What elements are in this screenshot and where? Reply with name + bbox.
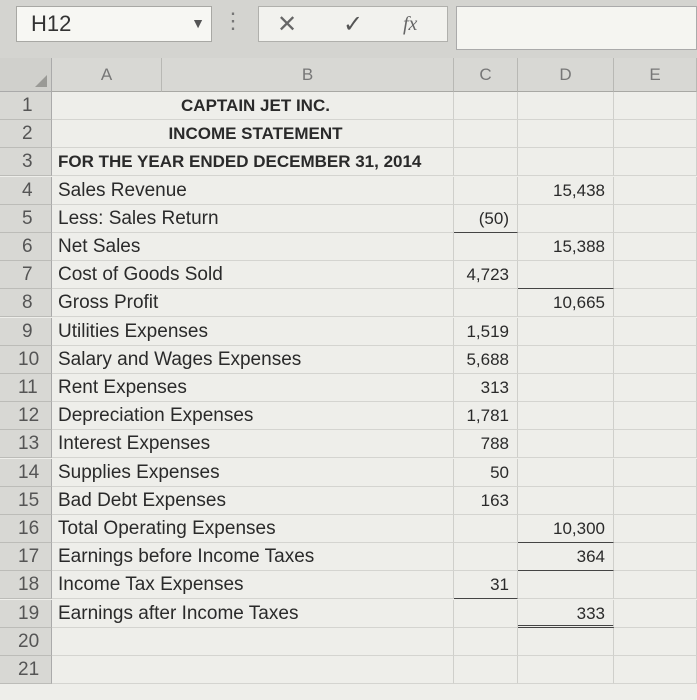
column-header-a[interactable]: A	[52, 58, 162, 92]
cell-b[interactable]: Total Operating Expenses	[52, 515, 454, 543]
cell-e[interactable]	[614, 120, 697, 148]
cell-c[interactable]: 5,688	[454, 346, 518, 374]
table-row	[0, 571, 697, 599]
cell-c[interactable]: 31	[454, 571, 518, 599]
cell-e[interactable]	[614, 346, 697, 374]
cell-b[interactable]: Less: Sales Return	[52, 205, 454, 233]
table-row	[0, 459, 697, 487]
row-header[interactable]: 19	[0, 600, 52, 628]
row-header[interactable]: 18	[0, 571, 52, 599]
table-row	[0, 148, 697, 176]
cell-b[interactable]	[52, 628, 454, 656]
cell-b[interactable]: Income Tax Expenses	[52, 571, 454, 599]
cell-c[interactable]: 1,519	[454, 318, 518, 346]
table-row	[0, 487, 697, 515]
cell-b[interactable]: Gross Profit	[52, 289, 454, 317]
row-header[interactable]: 8	[0, 289, 52, 317]
cell-c[interactable]	[454, 656, 518, 684]
cell-d[interactable]: 15,388	[518, 233, 614, 261]
cell-c[interactable]	[454, 543, 518, 571]
cell-d[interactable]	[518, 205, 614, 233]
row-header[interactable]: 16	[0, 515, 52, 543]
row-header[interactable]: 15	[0, 487, 52, 515]
table-row	[0, 289, 697, 317]
cell-b[interactable]: Depreciation Expenses	[52, 402, 454, 430]
column-header-e[interactable]: E	[614, 58, 697, 92]
cell-b[interactable]: Earnings after Income Taxes	[52, 600, 454, 628]
table-row	[0, 261, 697, 289]
table-row	[0, 346, 697, 374]
cell-c[interactable]	[454, 289, 518, 317]
cell-e[interactable]	[614, 656, 697, 684]
cell-c[interactable]: (50)	[454, 205, 518, 233]
table-row	[0, 92, 697, 120]
name-box-value: H12	[31, 11, 72, 36]
cell-d[interactable]: 364	[518, 543, 614, 571]
row-header[interactable]: 7	[0, 261, 52, 289]
cell-b[interactable]: Supplies Expenses	[52, 459, 454, 487]
cell-b[interactable]: Earnings before Income Taxes	[52, 543, 454, 571]
cell-c[interactable]	[454, 177, 518, 205]
formula-input[interactable]	[456, 6, 697, 50]
select-all-corner[interactable]	[0, 58, 52, 92]
cell-d[interactable]	[518, 92, 614, 120]
cell-b[interactable]: Net Sales	[52, 233, 454, 261]
row-header[interactable]: 17	[0, 543, 52, 571]
cell-c[interactable]	[454, 92, 518, 120]
cell-e[interactable]	[614, 261, 697, 289]
table-row	[0, 402, 697, 430]
cell-c[interactable]	[454, 233, 518, 261]
cell-c[interactable]: 4,723	[454, 261, 518, 289]
table-row	[0, 656, 697, 684]
cell-e[interactable]	[614, 92, 697, 120]
cell-d[interactable]	[518, 346, 614, 374]
cell-e[interactable]	[614, 177, 697, 205]
column-header-b[interactable]: B	[162, 58, 454, 92]
table-row	[0, 515, 697, 543]
cell-d[interactable]	[518, 459, 614, 487]
cell-d[interactable]: 15,438	[518, 177, 614, 205]
table-row	[0, 233, 697, 261]
cell-e[interactable]	[614, 374, 697, 402]
cell-d[interactable]	[518, 120, 614, 148]
cell-e[interactable]	[614, 430, 697, 458]
cell-c[interactable]	[454, 120, 518, 148]
cell-e[interactable]	[614, 233, 697, 261]
cell-d[interactable]	[518, 402, 614, 430]
table-row	[0, 628, 697, 656]
cell-e[interactable]	[614, 600, 697, 628]
spreadsheet-grid	[0, 58, 697, 700]
cell-d[interactable]: 10,665	[518, 289, 614, 317]
table-row	[0, 600, 697, 628]
table-row	[0, 177, 697, 205]
row-header[interactable]: 11	[0, 374, 52, 402]
table-row	[0, 430, 697, 458]
chevron-down-icon[interactable]: ▼	[191, 15, 205, 31]
cell-e[interactable]	[614, 571, 697, 599]
cell-e[interactable]	[614, 515, 697, 543]
cell-b[interactable]	[52, 656, 454, 684]
cell-d[interactable]	[518, 656, 614, 684]
cell-b[interactable]: Utilities Expenses	[52, 318, 454, 346]
table-row	[0, 374, 697, 402]
cell-e[interactable]	[614, 148, 697, 176]
cell-d[interactable]: 10,300	[518, 515, 614, 543]
cell-e[interactable]	[614, 289, 697, 317]
cell-d[interactable]	[518, 148, 614, 176]
row-header[interactable]: 1	[0, 92, 52, 120]
cell-d[interactable]: 333	[518, 600, 614, 628]
cell-b[interactable]: Salary and Wages Expenses	[52, 346, 454, 374]
cell-c[interactable]: 163	[454, 487, 518, 515]
insert-function-icon[interactable]: fx	[403, 13, 418, 35]
cell-b[interactable]: Bad Debt Expenses	[52, 487, 454, 515]
table-row	[0, 543, 697, 571]
cell-c[interactable]: 313	[454, 374, 518, 402]
formula-controls	[258, 6, 448, 42]
more-options-icon[interactable]: ⋮	[222, 8, 242, 33]
cell-d[interactable]	[518, 430, 614, 458]
cell-b[interactable]: Interest Expenses	[52, 430, 454, 458]
row-header[interactable]: 4	[0, 177, 52, 205]
cell-b[interactable]: Sales Revenue	[52, 177, 454, 205]
cell-c[interactable]: 788	[454, 430, 518, 458]
cell-e[interactable]	[614, 628, 697, 656]
formula-bar-area	[0, 0, 697, 58]
cell-c[interactable]	[454, 148, 518, 176]
cell-b[interactable]: INCOME STATEMENT	[52, 120, 454, 148]
cell-d[interactable]	[518, 571, 614, 599]
cell-b[interactable]: CAPTAIN JET INC.	[52, 92, 454, 120]
table-row	[0, 120, 697, 148]
row-header[interactable]: 10	[0, 346, 52, 374]
cell-d[interactable]	[518, 374, 614, 402]
name-box[interactable]	[16, 6, 212, 42]
cell-b[interactable]: Rent Expenses	[52, 374, 454, 402]
table-row	[0, 318, 697, 346]
cell-c[interactable]: 50	[454, 459, 518, 487]
cell-b[interactable]: Cost of Goods Sold	[52, 261, 454, 289]
table-row	[0, 205, 697, 233]
confirm-icon[interactable]: ✓	[343, 11, 364, 38]
row-header[interactable]: 21	[0, 656, 52, 684]
column-header-c[interactable]: C	[454, 58, 518, 92]
row-header[interactable]: 13	[0, 430, 52, 458]
row-header[interactable]: 3	[0, 148, 52, 176]
column-header-d[interactable]: D	[518, 58, 614, 92]
cancel-icon[interactable]: ✕	[277, 11, 298, 38]
cell-b[interactable]: FOR THE YEAR ENDED DECEMBER 31, 2014	[52, 148, 454, 176]
cell-d[interactable]	[518, 261, 614, 289]
cell-e[interactable]	[614, 459, 697, 487]
row-header[interactable]: 20	[0, 628, 52, 656]
cell-c[interactable]	[454, 600, 518, 628]
cell-d[interactable]	[518, 318, 614, 346]
cell-c[interactable]	[454, 628, 518, 656]
cell-e[interactable]	[614, 402, 697, 430]
cell-d[interactable]	[518, 628, 614, 656]
cell-c[interactable]	[454, 515, 518, 543]
cell-e[interactable]	[614, 543, 697, 571]
cell-e[interactable]	[614, 487, 697, 515]
cell-c[interactable]: 1,781	[454, 402, 518, 430]
row-header[interactable]: 12	[0, 402, 52, 430]
cell-e[interactable]	[614, 318, 697, 346]
row-header[interactable]: 9	[0, 318, 52, 346]
row-header[interactable]: 6	[0, 233, 52, 261]
row-header[interactable]: 2	[0, 120, 52, 148]
row-header[interactable]: 14	[0, 459, 52, 487]
row-header[interactable]: 5	[0, 205, 52, 233]
cell-e[interactable]	[614, 205, 697, 233]
cell-d[interactable]	[518, 487, 614, 515]
